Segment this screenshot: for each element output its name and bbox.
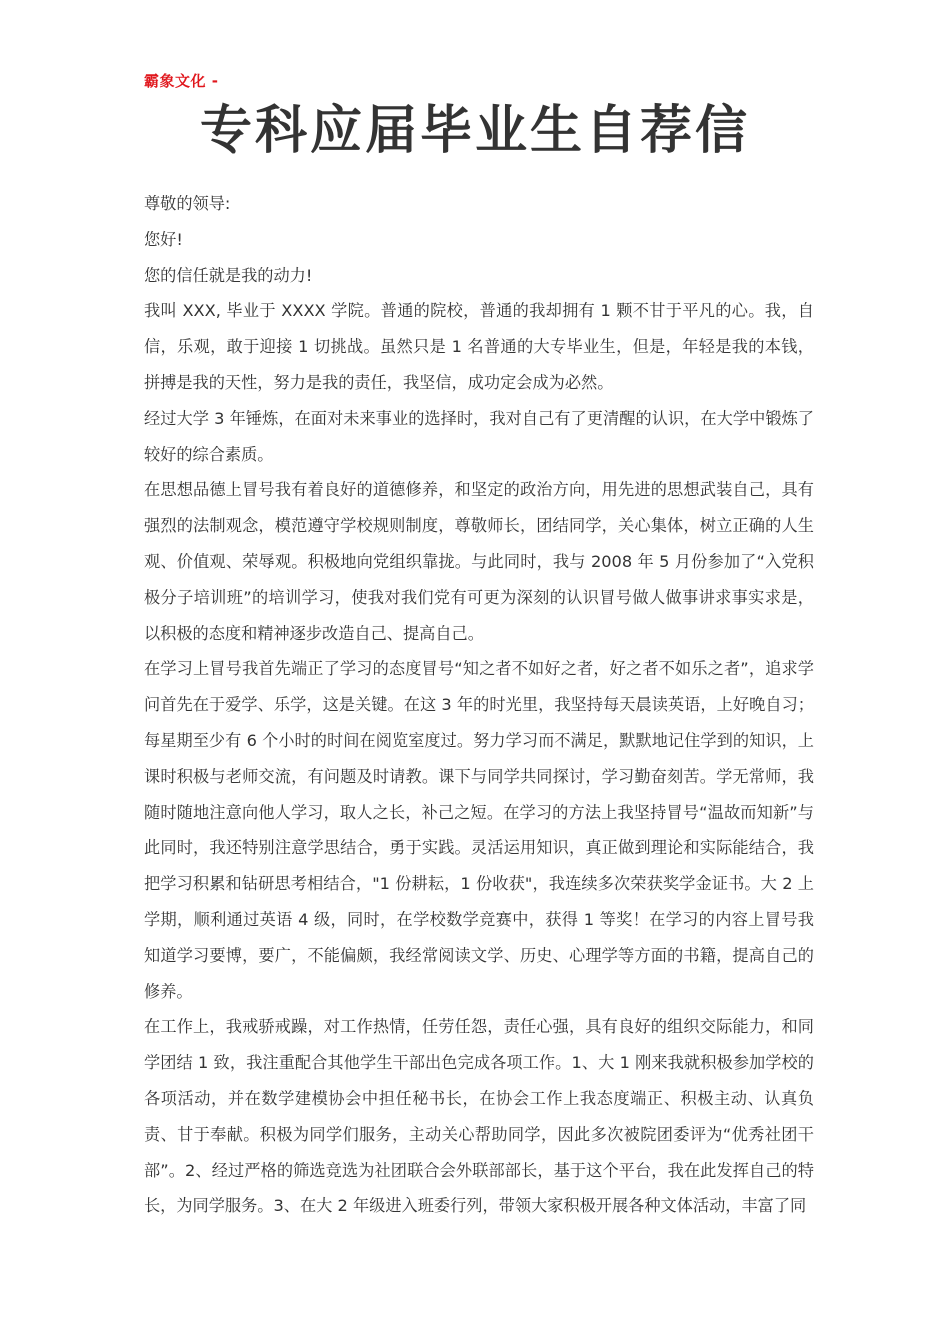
salutation: 尊敬的领导: [144, 194, 231, 213]
paragraph: 在学习上冒号我首先端正了学习的态度冒号“知之者不如好之者，好之者不如乐之者”，追求学问首先在于爱学、乐学，这是关键。在这 3 年的时光里，我坚持每天晨读英语，上好晚自习；每星期至少有 6 个小时的时间在阅览室度过。努力学习而不满足，默默地记住学到的知识，上课时积极与老师交流，有问题及时请教。课下与同学共同探讨，学习勤奋刻苦。学无常师，我随时随地注意向他人学习，取人之长，补己之短。在学习的方法上我坚持冒号“温故而知新”与此同时，我还特别注意学思结合，勇于实践。灵活运用知识，真正做到理论和实际能结合，我把学习积累和钻研思考相结合，"1 份耕耘，1 份收获"，我连续多次荣获奖学金证书。大 2 上学期，顺利通过英语 4 级，同时，在学校数学竞赛中，获得 1 等奖！在学习的内容上冒号我知道学习要博，要广，不能偏颇，我经常阅读文学、历史、心理学等方面的书籍，提高自己的修养。 [144, 659, 814, 1001]
paragraph: 在工作上，我戒骄戒躁，对工作热情，任劳任怨，责任心强，具有良好的组织交际能力，和同学团结 1 致，我注重配合其他学生干部出色完成各项工作。1、大 1 刚来我就积极参加学校的各项活动，并在数学建模协会中担任秘书长，在协会工作上我态度端正、积极主动、认真负责、甘于奉献。积极为同学们服务，主动关心帮助同学，因此多次被院团委评为“优秀社团干部”。2、经过严格的筛选竞选为社团联合会外联部部长，基于这个平台，我在此发挥自己的特长，为同学服务。3、在大 2 年级进入班委行列，带领大家积极开展各种文体活动，丰富了同 [144, 1017, 814, 1216]
paragraph: 经过大学 3 年锤炼，在面对未来事业的选择时，我对自己有了更清醒的认识，在大学中锻炼了较好的综合素质。 [144, 408, 814, 464]
document-title: 专科应届毕业生自荐信 [199, 101, 750, 161]
letter-body [144, 186, 814, 1224]
paragraph: 您的信任就是我的动力! [144, 265, 313, 285]
paragraph: 我叫 XXX, 毕业于 XXXX 学院。普通的院校，普通的我却拥有 1 颗不甘于平凡的心。我，自信，乐观，敢于迎接 1 切挑战。虽然只是 1 名普通的大专毕业生，但是，年轻是我的本钱，拼搏是我的天性，努力是我的责任，我坚信，成功定会成为必然。 [144, 301, 814, 392]
greeting: 您好! [144, 229, 183, 249]
paragraph: 在思想品德上冒号我有着良好的道德修养，和坚定的政治方向，用先进的思想武装自己，具有强烈的法制观念，模范遵守学校规则制度，尊敬师长，团结同学，关心集体，树立正确的人生观、价值观、荣辱观。积极地向党组织靠拢。与此同时，我与 2008 年 5 月份参加了“入党积极分子培训班”的培训学习，使我对我们党有可更为深刻的认识冒号做人做事讲求事实求是，以积极的态度和精神逐步改造自己、提高自己。 [144, 480, 814, 643]
brand-header: 霸象文化 - [144, 72, 219, 90]
